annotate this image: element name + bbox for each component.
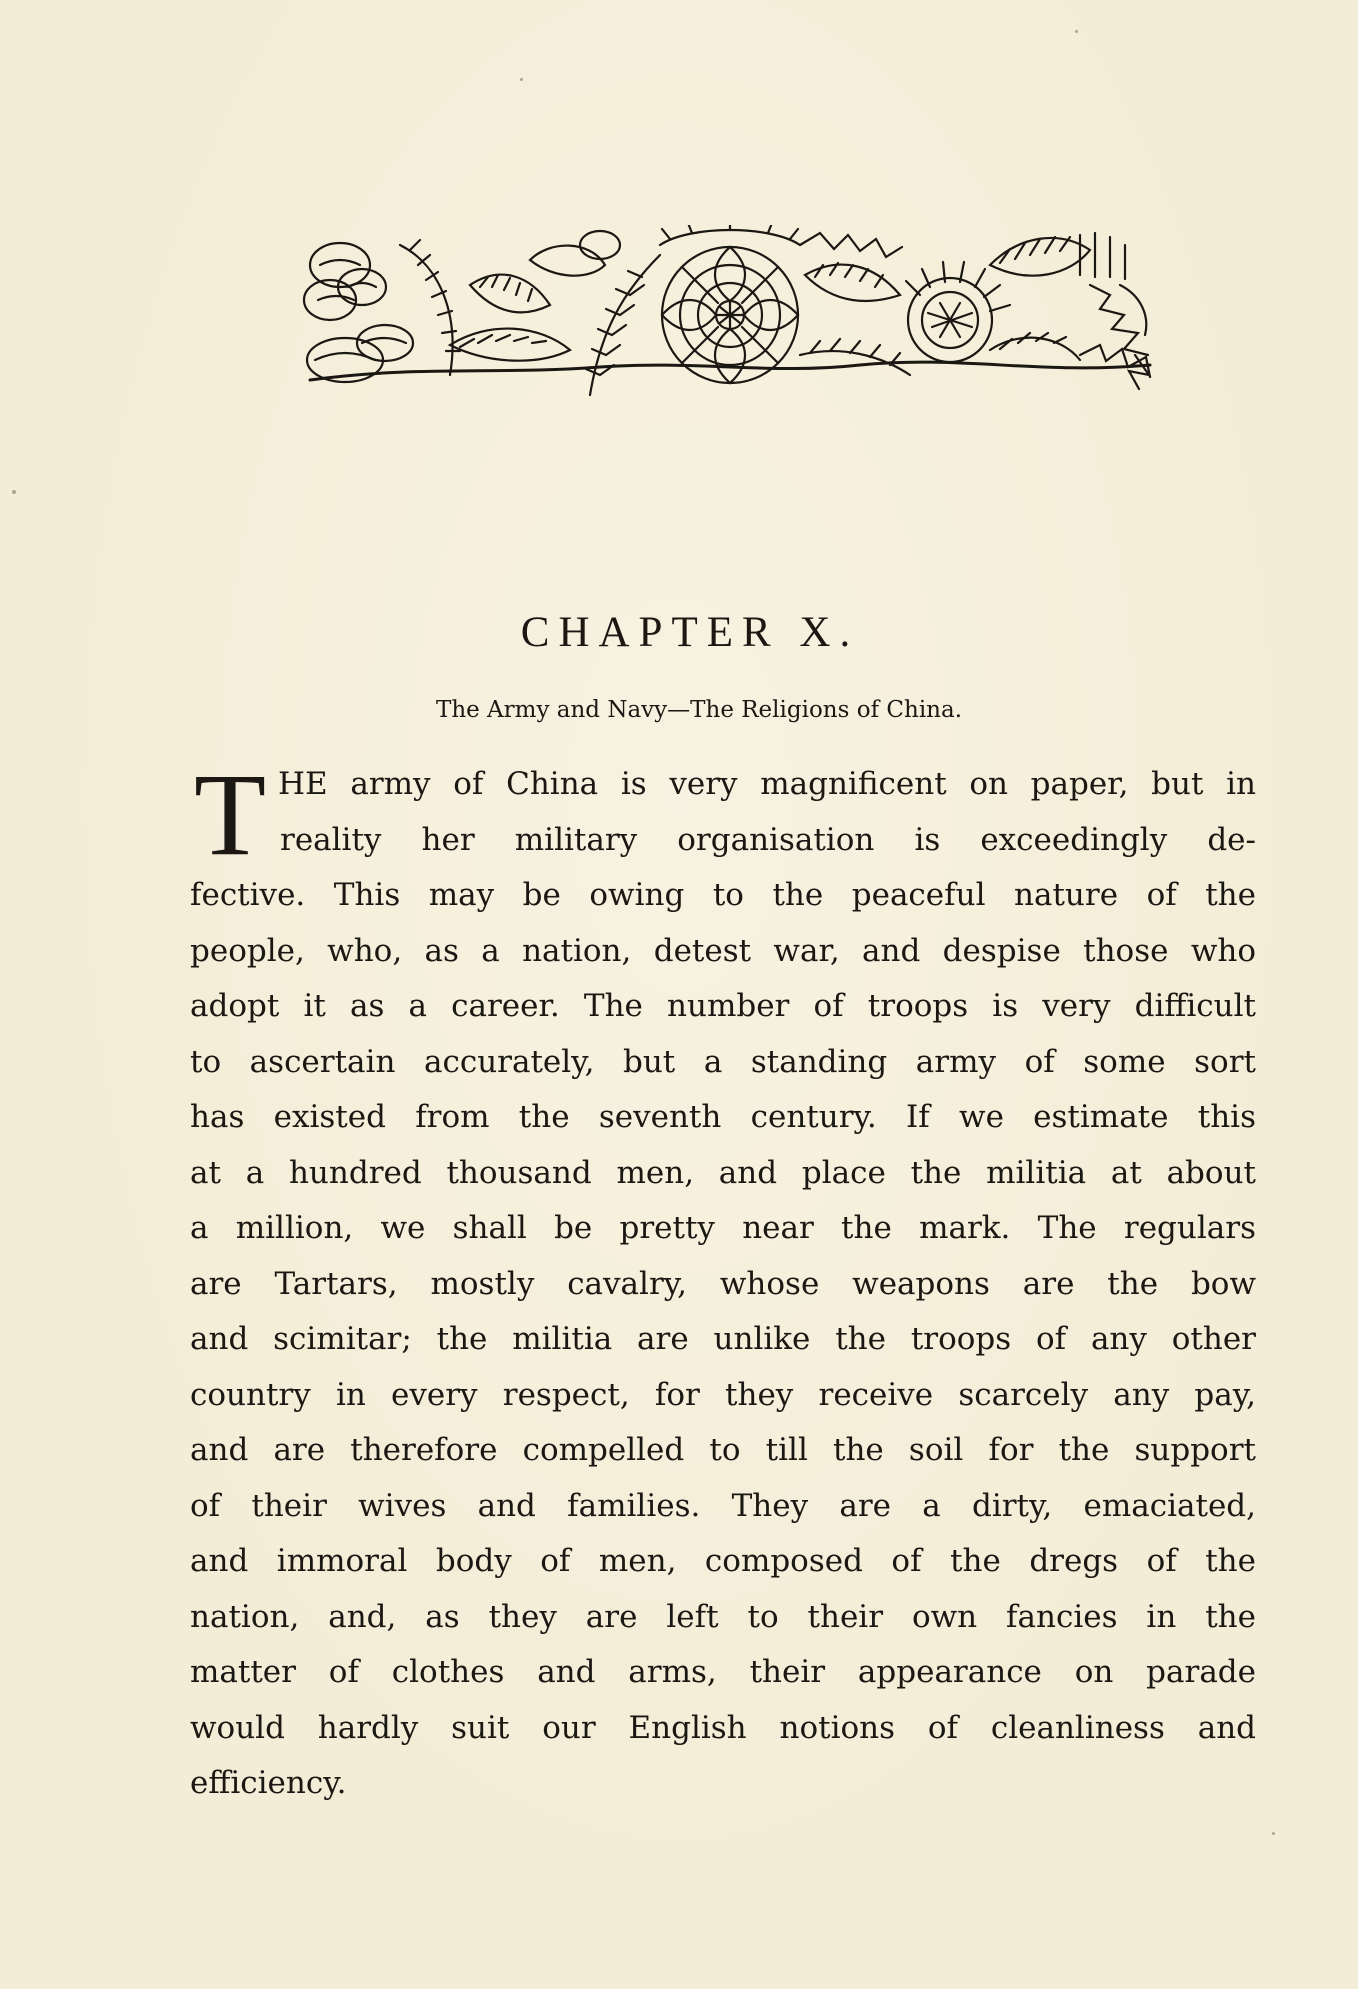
- text-line: of their wives and families. They are a dirty, emaciated,: [190, 1487, 1256, 1524]
- text-line: and immoral body of men, composed of the dregs of the: [190, 1543, 1256, 1579]
- text-line: to ascertain accurately, but a standing army of some sort: [190, 1043, 1256, 1080]
- text-line: fective. This may be owing to the peaceful nature of the: [190, 877, 1256, 913]
- chapter-subtitle: The Army and Navy—The Religions of China.: [435, 697, 963, 723]
- text-line: at a hundred thousand men, and place the militia at about: [190, 1154, 1256, 1191]
- floral-ornament-icon: [300, 225, 1160, 400]
- text-line: reality her military organisation is exceedingly de-: [280, 821, 1256, 858]
- paper-speck: [12, 490, 16, 494]
- paper-speck: [520, 78, 523, 81]
- text-line: country in every respect, for they receive scarcely any pay,: [190, 1376, 1256, 1413]
- text-line: has existed from the seventh century. If we estimate this: [190, 1099, 1256, 1135]
- body-text: [190, 749, 1256, 1812]
- text-line: a million, we shall be pretty near the mark. The regulars: [190, 1210, 1256, 1246]
- text-line: people, who, as a nation, detest war, and despise those who: [190, 932, 1256, 969]
- text-line: nation, and, as they are left to their own fancies in the: [190, 1598, 1256, 1635]
- text-line: are Tartars, mostly cavalry, whose weapons are the bow: [190, 1265, 1256, 1302]
- text-line: matter of clothes and arms, their appearance on parade: [190, 1654, 1256, 1690]
- paper-speck: [1075, 30, 1078, 33]
- text-line: and scimitar; the militia are unlike the troops of any other: [190, 1321, 1256, 1357]
- drop-cap: T: [193, 749, 267, 880]
- text-line: and are therefore compelled to till the soil for the support: [190, 1432, 1256, 1468]
- chapter-title: CHAPTER X.: [520, 609, 860, 656]
- text-line: would hardly suit our English notions of cleanliness and: [190, 1709, 1256, 1746]
- text-line: efficiency.: [190, 1765, 347, 1801]
- text-line: HE army of China is very magnificent on paper, but in: [278, 766, 1256, 802]
- text-line: adopt it as a career. The number of troops is very difficult: [190, 988, 1256, 1024]
- paper-speck: [1272, 1832, 1275, 1835]
